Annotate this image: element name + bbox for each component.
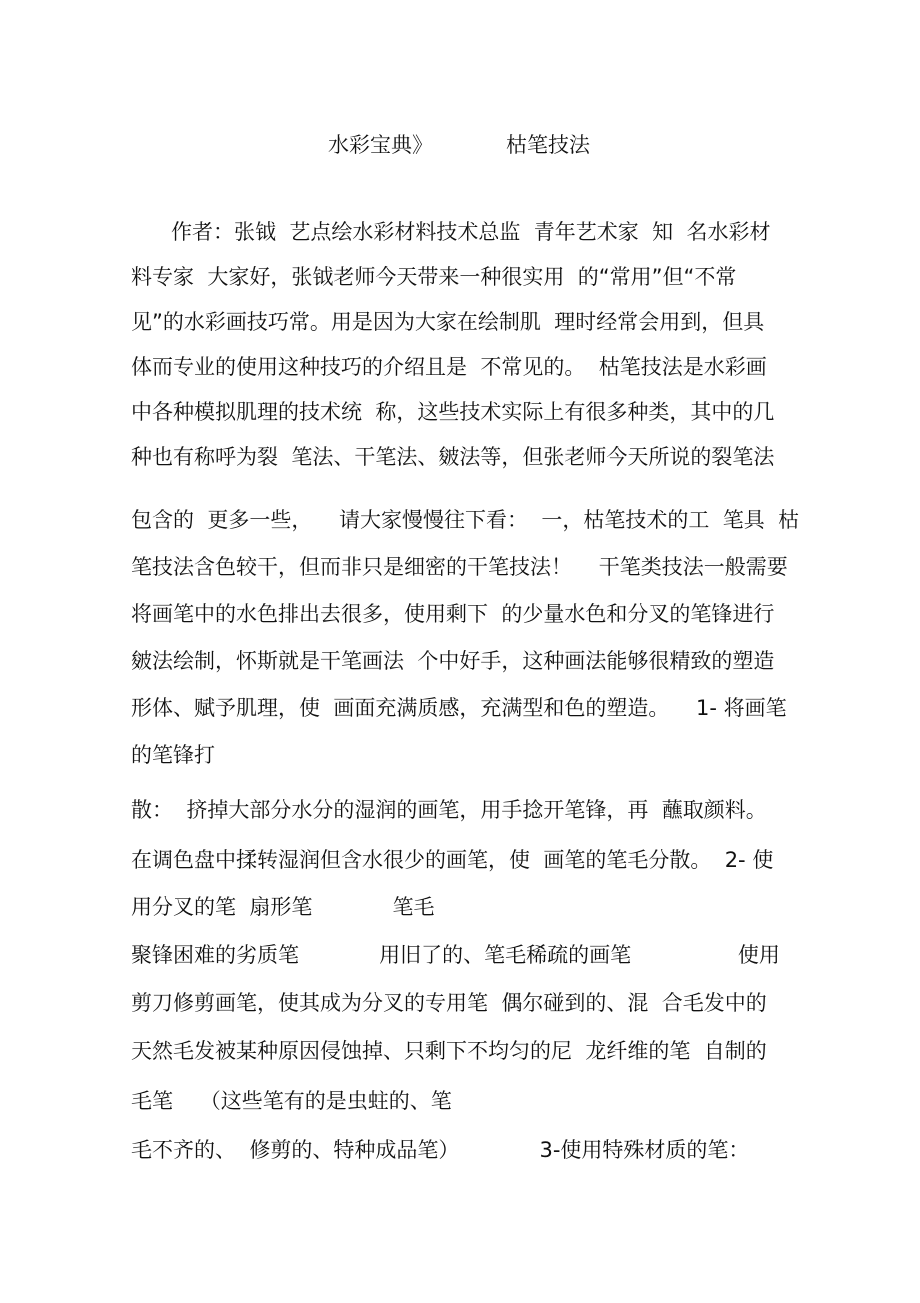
body-line: 笔技法含色较干，但而非只是细密的干笔技法！ 干笔类技法一般需要: [131, 555, 788, 579]
body-line: 皴法绘制，怀斯就是干笔画法 个中好手，这种画法能够很精致的塑造: [131, 649, 775, 673]
body-line: 的笔锋打: [131, 743, 215, 767]
body-line: 种也有称呼为裂 笔法、干笔法、皴法等，但张老师今天所说的裂笔法: [131, 445, 775, 469]
body-line: 毛笔 （这些笔有的是虫蛀的、笔: [131, 1089, 452, 1113]
body-line: 料专家 大家好，张钺老师今天带来一种很实用 的“常用”但“不常: [131, 265, 737, 289]
title-part-1: 水彩宝典》: [328, 133, 433, 157]
body-line: 剪刀修剪画笔，使其成为分叉的专用笔 偶尔碰到的、混 合毛发中的: [131, 991, 767, 1015]
body-line: 散： 挤掉大部分水分的湿润的画笔，用手捻开笔锋，再 蘸取颜料。: [131, 798, 767, 822]
body-line: 包含的 更多一些， 请大家慢慢往下看： 一，枯笔技术的工 笔具 枯: [131, 508, 800, 532]
body-line: 体而专业的使用这种技巧的介绍且是 不常见的。 枯笔技法是水彩画: [131, 355, 767, 379]
body-line: 毛不齐的、 修剪的、特种成品笔） 3-使用特殊材质的笔：: [131, 1138, 750, 1162]
body-line: 天然毛发被某种原因侵蚀掉、只剩下不均匀的尼 龙纤维的笔 自制的: [131, 1039, 767, 1063]
body-line: 中各种模拟肌理的技术统 称，这些技术实际上有很多种类，其中的几: [131, 400, 775, 424]
body-line: 见”的水彩画技巧常。用是因为大家在绘制肌 理时经常会用到，但具: [131, 310, 765, 334]
body-line: 在调色盘中揉转湿润但含水很少的画笔，使 画笔的笔毛分散。 2- 使: [131, 848, 774, 872]
title-part-2: 枯笔技法: [506, 133, 590, 157]
body-line: 将画笔中的水色排出去很多，使用剩下 的少量水色和分叉的笔锋进行: [131, 602, 775, 626]
body-line: 聚锋困难的劣质笔 用旧了的、笔毛稀疏的画笔 使用: [131, 943, 780, 967]
page-title: [0, 130, 920, 160]
body-line: 形体、赋予肌理，使 画面充满质感，充满型和色的塑造。 1- 将画笔: [131, 696, 787, 720]
body-line: 作者：张钺 艺点绘水彩材料技术总监 青年艺术家 知 名水彩材: [131, 220, 771, 244]
body-line: 用分叉的笔 扇形笔 笔毛: [131, 895, 435, 919]
